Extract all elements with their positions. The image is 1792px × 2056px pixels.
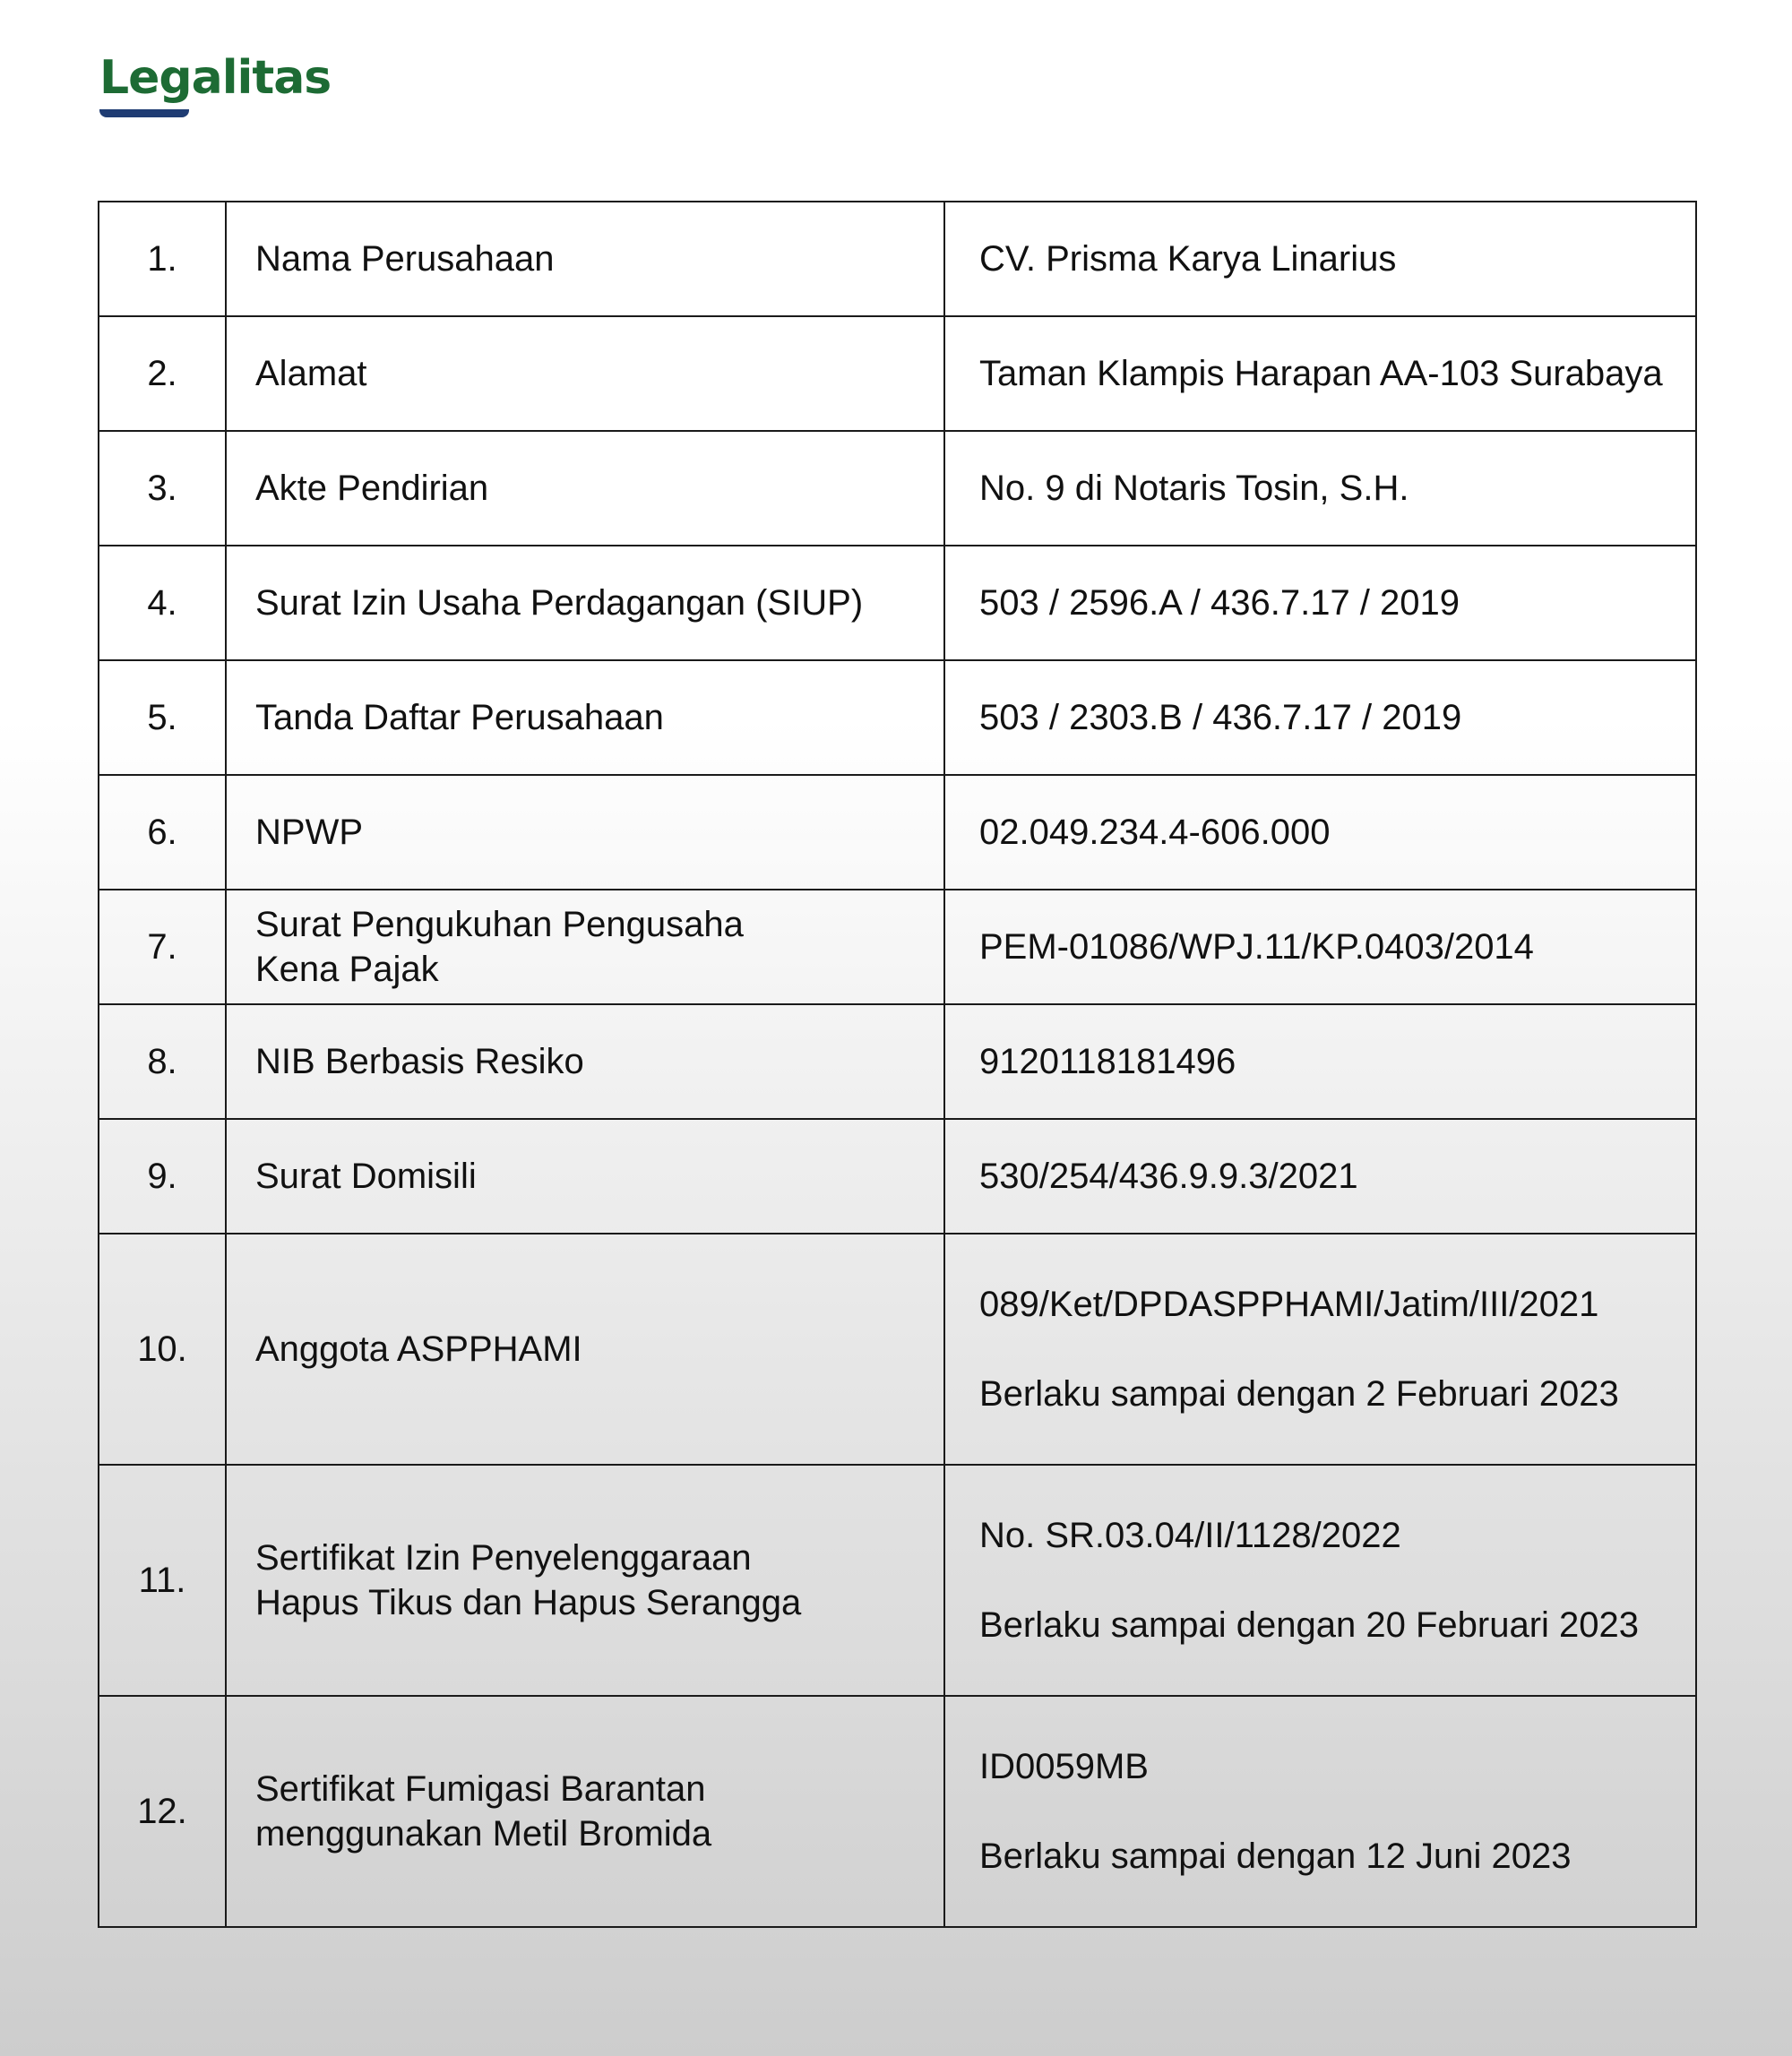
legal-table [98,201,1697,1928]
row-label: Tanda Daftar Perusahaan [226,660,944,775]
row-value-spacer [979,1789,1681,1834]
row-value: 02.049.234.4-606.000 [944,775,1696,890]
row-number: 7. [99,890,226,1004]
row-label: Anggota ASPPHAMI [226,1234,944,1465]
row-number: 6. [99,775,226,890]
row-value [944,1234,1696,1465]
row-value: 503 / 2303.B / 436.7.17 / 2019 [944,660,1696,775]
row-label: NPWP [226,775,944,890]
row-label [226,1465,944,1696]
table-row [99,775,1696,890]
row-value: CV. Prisma Karya Linarius [944,202,1696,316]
row-label: Surat Domisili [226,1119,944,1234]
table-row [99,1004,1696,1119]
title-underline [99,109,189,117]
row-label-line: Kena Pajak [255,950,439,989]
row-value: Taman Klampis Harapan AA-103 Surabaya [944,316,1696,431]
table-row [99,202,1696,316]
page-header [99,47,331,117]
row-value: 530/254/436.9.9.3/2021 [944,1119,1696,1234]
table-row [99,316,1696,431]
row-label: Surat Izin Usaha Perdagangan (SIUP) [226,546,944,660]
row-value-line: 089/Ket/DPDASPPHAMI/Jatim/III/2021 [979,1285,1599,1324]
table-row [99,546,1696,660]
row-value: PEM-01086/WPJ.11/KP.0403/2014 [944,890,1696,1004]
table-row [99,1465,1696,1696]
row-label-line: Sertifikat Fumigasi Barantan [255,1769,706,1809]
row-value: 503 / 2596.A / 436.7.17 / 2019 [944,546,1696,660]
row-label [226,1696,944,1927]
row-label: Nama Perusahaan [226,202,944,316]
row-label: Alamat [226,316,944,431]
row-number: 2. [99,316,226,431]
row-label-line: menggunakan Metil Bromida [255,1814,712,1854]
row-value-spacer [979,1327,1681,1372]
row-label: NIB Berbasis Resiko [226,1004,944,1119]
row-value [944,1465,1696,1696]
row-number: 9. [99,1119,226,1234]
row-label-line: Surat Pengukuhan Pengusaha [255,905,744,944]
row-value-spacer [979,1558,1681,1603]
table-row [99,1119,1696,1234]
row-value: 9120118181496 [944,1004,1696,1119]
row-number: 10. [99,1234,226,1465]
row-value-validity: Berlaku sampai dengan 20 Februari 2023 [979,1605,1640,1645]
row-value [944,1696,1696,1927]
row-number: 12. [99,1696,226,1927]
row-number: 1. [99,202,226,316]
row-value-line: No. SR.03.04/II/1128/2022 [979,1516,1401,1555]
table-row [99,660,1696,775]
row-number: 5. [99,660,226,775]
page-title: Legalitas [99,51,332,105]
row-number: 11. [99,1465,226,1696]
table-row [99,1234,1696,1465]
row-value-validity: Berlaku sampai dengan 12 Juni 2023 [979,1837,1572,1876]
table-row [99,890,1696,1004]
row-label [226,890,944,1004]
row-number: 4. [99,546,226,660]
table-row [99,1696,1696,1927]
row-number: 8. [99,1004,226,1119]
row-value-validity: Berlaku sampai dengan 2 Februari 2023 [979,1374,1619,1414]
row-value: No. 9 di Notaris Tosin, S.H. [944,431,1696,546]
row-label-line: Hapus Tikus dan Hapus Serangga [255,1583,802,1622]
table-row [99,431,1696,546]
row-number: 3. [99,431,226,546]
row-label-line: Sertifikat Izin Penyelenggaraan [255,1538,752,1578]
row-label: Akte Pendirian [226,431,944,546]
row-value-line: ID0059MB [979,1747,1149,1786]
